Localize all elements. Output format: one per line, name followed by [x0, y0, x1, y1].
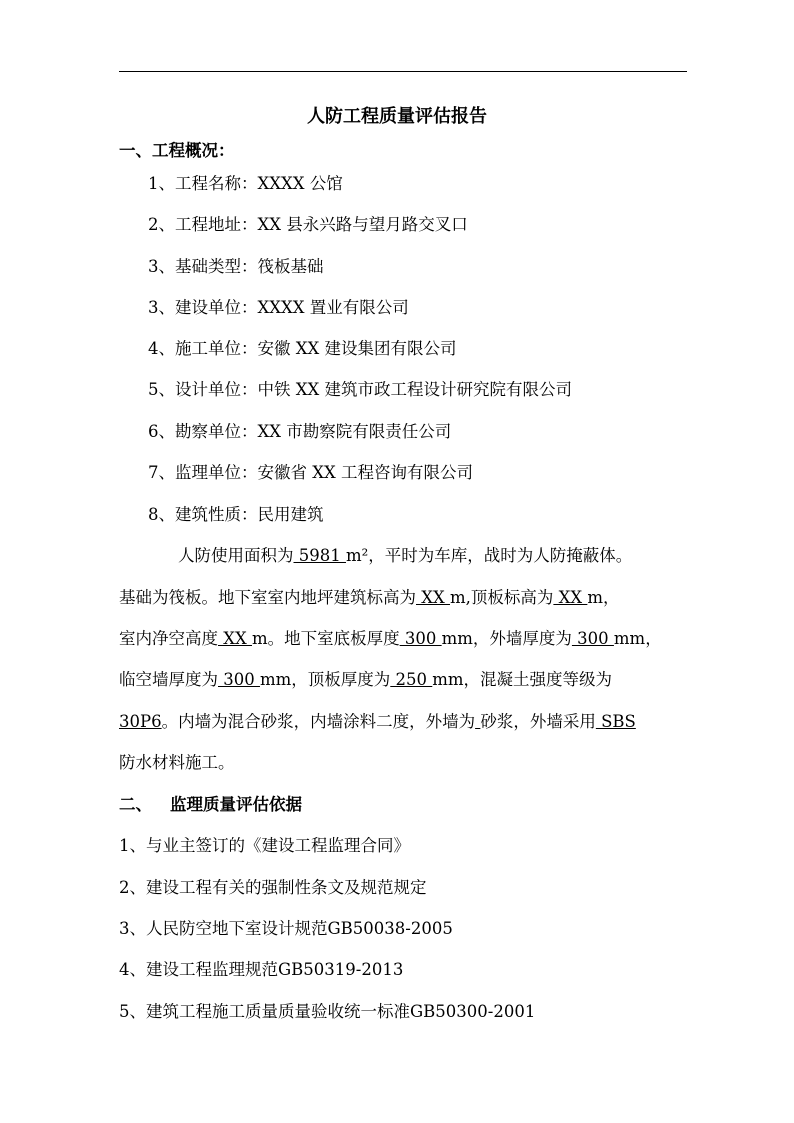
- overview-item: 2、工程地址：XX 县永兴路与望月路交叉口: [148, 215, 468, 234]
- waterproof-material-value: SBS: [595, 712, 636, 731]
- outer-wall-thickness-value: 300: [571, 629, 614, 648]
- description-line: 室内净空高度 XX m。地下室底板厚度 300 mm，外墙厚度为 300 mm，: [119, 629, 662, 648]
- description-line: 基础为筏板。地下室室内地坪建筑标高为 XX m,顶板标高为 XX m，: [119, 588, 620, 607]
- exposed-wall-thickness-value: 300: [218, 670, 260, 689]
- overview-item: 3、建设单位：XXXX 置业有限公司: [148, 298, 409, 317]
- document-title: 人防工程质量评估报告: [307, 106, 487, 127]
- area-value: 5981: [293, 546, 346, 565]
- floor-elevation-value: XX: [416, 588, 450, 607]
- roof-slab-thickness-value: 250: [390, 670, 433, 689]
- bottom-slab-thickness-value: 300: [399, 629, 442, 648]
- roof-elevation-value: XX: [553, 588, 588, 607]
- overview-item: 8、建筑性质：民用建筑: [148, 505, 324, 524]
- basis-item: 2、建设工程有关的强制性条文及规范规定: [119, 878, 427, 897]
- description-line: 30P6。内墙为混合砂浆，内墙涂料二度，外墙为 砂浆，外墙采用 SBS: [119, 712, 636, 731]
- overview-item: 1、工程名称：XXXX 公馆: [148, 174, 343, 193]
- description-line: 临空墙厚度为 300 mm，顶板厚度为 250 mm，混凝土强度等级为: [119, 670, 613, 689]
- header-rule: [119, 71, 687, 72]
- basis-item: 4、建设工程监理规范GB50319-2013: [119, 960, 404, 979]
- overview-item: 7、监理单位：安徽省 XX 工程咨询有限公司: [148, 463, 473, 482]
- section-2-heading: 二、 监理质量评估依据: [119, 795, 302, 814]
- description-line: 防水材料施工。: [119, 753, 235, 772]
- clear-height-value: XX: [218, 629, 252, 648]
- basis-item: 1、与业主签订的《建设工程监理合同》: [119, 836, 410, 855]
- overview-item: 6、勘察单位：XX 市勘察院有限责任公司: [148, 422, 452, 441]
- overview-item: 5、设计单位：中铁 XX 建筑市政工程设计研究院有限公司: [148, 380, 572, 399]
- description-line: 人防使用面积为 5981 m²，平时为车库，战时为人防掩蔽体。: [178, 546, 633, 565]
- overview-item: 3、基础类型：筏板基础: [148, 257, 324, 276]
- basis-item: 3、人民防空地下室设计规范GB50038-2005: [119, 919, 453, 938]
- section-1-heading: 一、工程概况：: [119, 141, 235, 160]
- basis-item: 5、建筑工程施工质量质量验收统一标准GB50300-2001: [119, 1002, 536, 1021]
- overview-item: 4、施工单位：安徽 XX 建设集团有限公司: [148, 339, 457, 358]
- concrete-grade-value: 30P6: [119, 712, 162, 731]
